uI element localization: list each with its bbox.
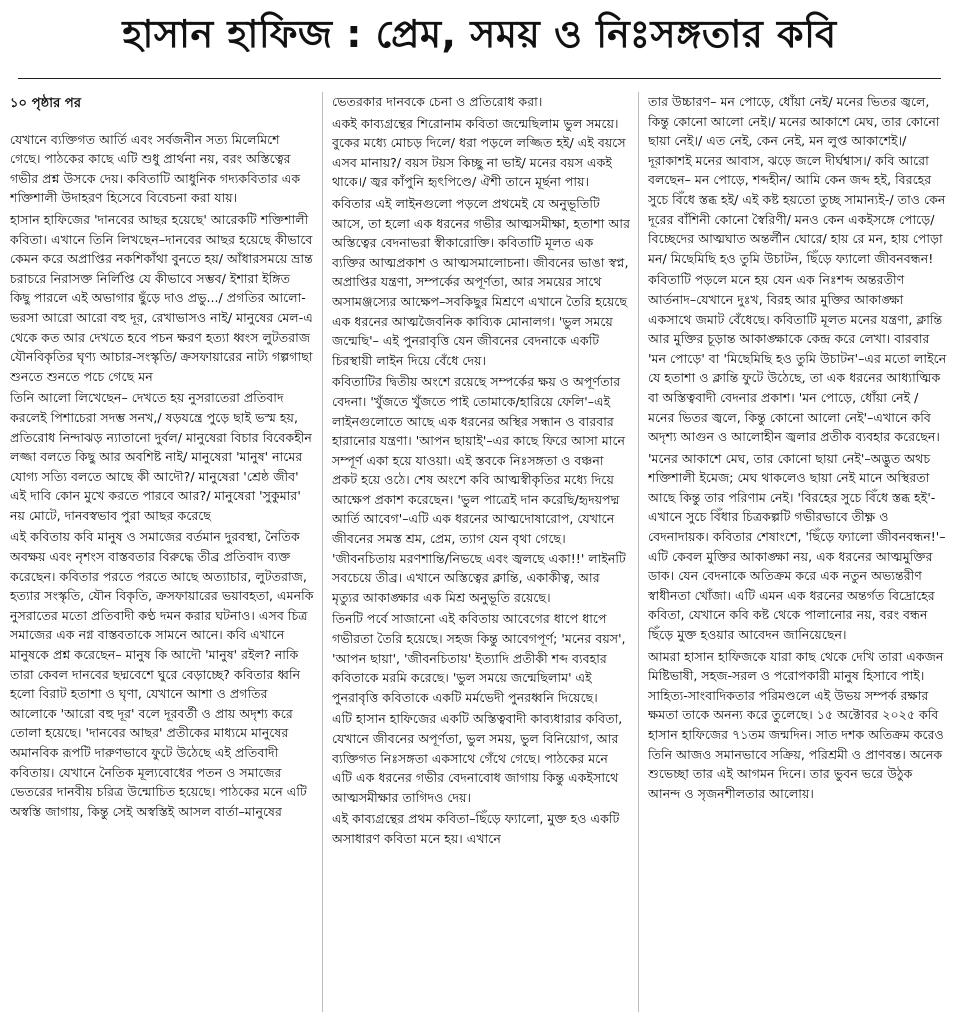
- paragraph: যেখানে ব্যক্তিগত আর্তি এবং সর্বজনীন সত্য মিলেমিশে গেছে। পাঠকের কাছে এটি শুধু প্রার্থনা নয়, বরং অস্তিত্বের গভীর প্রশ্ন উসকে দেয়। কবিতাটি আধুনিক গদ্যকবিতার এক শক্তিশালী উদাহরণ হিসেবে বিবেচনা করা যায়।: [10, 131, 301, 206]
- paragraph: এই কবিতায় কবি মানুষ ও সমাজের বর্তমান দুরবস্থা, নৈতিক অবক্ষয় এবং নৃশংস বাস্তবতার বিরুদ্ধে তীব্র প্রতিবাদ ব্যক্ত করেছেন। কবিতার পরতে পরতে আছে অত্যাচার, লুটতরাজ, হত্যার সংস্কৃতি, যৌন বিকৃতি, ক্রসফায়ারের ভয়াবহতা, এমনকি নুসরাতের মতো প্রতিবাদী কণ্ঠ দমন করার ঘটনাও। এসব চিত্র সমাজের এক নগ্ন বাস্তবতাকে সামনে আনে। কবি এখানে মানুষকে প্রশ্ন করেছেন– মানুষ কি আদৌ 'মানুষ' রইল? নাকি তারা কেবল দানবের ছদ্মবেশে ঘুরে বেড়াচ্ছে? কবিতার ধ্বনি হলো বিরাট হতাশা ও ঘৃণা, যেখানে আশা ও প্রগতির আলোকে 'আরো বহু দূর' বলে দূরবর্তী ও প্রায় অদৃশ্য করে তোলা হয়েছে। 'দানবের আছর' প্রতীকের মাধ্যমে মানুষের অমানবিক রূপটি দারুণভাবে ফুটে উঠেছে এই প্রতিবাদী কবিতায়। যেখানে নৈতিক মূল্যবোধের পতন ও সমাজের ভেতরের দানবীয় চরিত্র উন্মোচিত হয়েছে। পাঠকের মনে এটি অস্বস্তি জাগায়, কিন্তু সেই অস্বস্তিই আসল বার্তা–মানুষের: [10, 529, 314, 819]
- column-divider-2: [638, 92, 639, 1012]
- paragraph: 'মনের আকাশে মেঘ, তার কোনো ছায়া নেই'–অদ্ভুত অথচ শক্তিশালী ইমেজ; মেঘ থাকলেও ছায়া নেই মানে অস্থিরতা আছে কিন্তু তার পরিণাম নেই। 'বিরহের সুচে বিঁধে স্তব্ধ হই'-এখানে সুচে বিঁধার চিত্রকল্পটি গভীরভাবে তীক্ষ্ণ ও বেদনাদায়ক। কবিতার শেষাংশে, 'ছিঁড়ে ফ্যালো জীবনবন্ধন!'–এটি কেবল মুক্তির আকাঙ্ক্ষা নয়, এক ধরনের আত্মমুক্তির ডাক। যেন বেদনাকে অতিক্রম করে এক নতুন অভ্যন্তরীণ স্বাধীনতা খোঁজা। এটি এমন এক ধরনের অন্তর্গত বিদ্রোহের কবিতা, যেখানে কবি কষ্ট থেকে পালানোর নয়, বরং বন্ধন ছিঁড়ে মুক্ত হওয়ার আবেদন জানিয়েছেন।: [648, 450, 946, 643]
- paragraph: হাসান হাফিজের 'দানবের আছর হয়েছে' আরেকটি শক্তিশালী কবিতা। এখানে তিনি লিখছেন–দানবের আছর হয়েছে কীভাবে কেমন করে অপ্রাপ্তির নকশিকাঁথা বুনতে হয়/ আঁধারসময়ে ভ্রান্ত চরাচরে নিরাসক্ত নির্লিপ্তি যে কীভাবে সম্ভব/ ইশারা ইঙ্গিত কিছু পারলে এই অভাগার ছুঁড়ে দাও প্রভু.../ প্রগতির আলো-ভরসা আরো আরো বহু দূর, রেখাভাসও নাই/ মানুষের মেল-এ থেকে কত আর দেখতে হবে পচন ক্ষরণ হত্যা ধ্বংস লুটতরাজ যৌনবিকৃতির ঘৃণ্য আচার-সংস্কৃতি/ ক্রসফায়ারের নাট্য গল্পগাছা শুনতে শুনতে পচে গেছে মন: [10, 211, 313, 384]
- headline-divider: [18, 78, 941, 79]
- continuation-note: ১০ পৃষ্ঠার পর: [10, 96, 82, 111]
- paragraph: কবিতাটি পড়লে মনে হয় যেন এক নিঃশব্দ অন্তরতীণ আর্তনাদ–যেখানে দুঃখ, বিরহ আর মুক্তির আকাঙ্ক্ষা একসাথে জমাট বেঁধেছে। কবিতাটি মূলত মনের যন্ত্রণা, ক্লান্তি আর মুক্তির চূড়ান্ত আকাঙ্ক্ষাকে কেন্দ্র করে লেখা। বারবার 'মন পোড়ে' বা 'মিছেমিছি হও তুমি উচাটন'–এর মতো লাইনে যে হতাশা ও ক্লান্তি ফুটে উঠেছে, তা এক ধরনের আধ্যাত্মিক বা অস্তিত্ববাদী বেদনার প্রকাশ। 'মন পোড়ে, ধোঁয়া নেই / মনের ভিতর জ্বলে, কিন্তু কোনো আলো নেই'–এখানে কবি অদৃশ্য আগুন ও আলোহীন জ্বলার প্রতীক ব্যবহার করেছেন।: [648, 272, 947, 445]
- paragraph: এই কাব্যগ্রন্থের প্রথম কবিতা–ছিঁড়ে ফ্যালো, মুক্ত হও একটি অসাধারণ কবিতা মনে হয়। এখানে: [332, 811, 620, 846]
- paragraph: কবিতার এই লাইনগুলো পড়লে প্রথমেই যে অনুভূতিটি আসে, তা হলো এক ধরনের গভীর আত্মসমীক্ষা, হতাশা আর অস্তিত্বের বেদনাভরা স্বীকারোক্তি। কবিতাটি মূলত এক ব্যক্তির আত্মপ্রকাশ ও আত্মসমালোচনা। জীবনের ভাঙা স্বপ্ন, অপ্রাপ্তির যন্ত্রণা, সম্পর্কের অপূর্ণতা, আর সময়ের সাথে অসামঞ্জস্যের আক্ষেপ–সবকিছুর মিশ্রণে এখানে তৈরি হয়েছে এক ধরনের আত্মজৈবনিক কাব্যিক মোনালগ। 'ভুল সময়ে জন্মেছি'– এই পুনরাবৃত্তি যেন জীবনের বেদনাকে একটি চিরস্থায়ী লাইন দিয়ে বেঁধে দেয়।: [332, 195, 630, 368]
- article-column-1: [10, 92, 314, 1012]
- paragraph: তিনি আলো লিখেছেন– দেখতে হয় নুসরাতেরা প্রতিবাদ করলেই পিশাচেরা সদম্ভ সনখ,/ ষড়যন্ত্রে পুড়ে ছাই ভস্ম হয়, প্রতিরোধ নিন্দাঝড় ন্যাতানো দুর্বল/ মানুষেরা বিচার বিবেকহীন লজ্জা বলতে কিছু আর অবশিষ্ট নাই/ মানুষেরা 'মানুষ' নামের যোগ্য সত্যি বলতে আছে কী আদৌ?/ মানুষেরা 'শ্রেষ্ঠ জীব' এই দাবি কোন মুখে করতে পারবে আর?/ মানুষেরা 'সুকুমার' নয় মোটে, দানবস্বভাব পুরা আছর করেছে: [10, 390, 312, 523]
- paragraph: তার উচ্চারণ– মন পোড়ে, ধোঁয়া নেই/ মনের ভিতর জ্বলে, কিন্তু কোনো আলো নেই।/ মনের আকাশে মেঘ, তার কোনো ছায়া নেই।/ এত নেই, কেন নেই, মন লুপ্ত আকাশেই।/ দূরাকাশই মনের আবাস, ঝড়ে জলে দীর্ঘশ্বাস।/ কবি আরো বলছেন– মন পোড়ে, শব্দহীন/ আমি কেন জব্দ হই, বিরহের সুচে বিঁধে স্তব্ধ হই/ এই কষ্ট হয়তো তুচ্ছ সামান্যই-/ তাও কেন দূরের বাঁশিনী কোনো স্বৈরিণী/ মনও কেন একইসঙ্গে পোড়ে/ বিচ্ছেদের আত্মঘাত অন্তর্লীন ঘোরে/ হায় রে মন, হায় পোড়া মন/ মিছেমিছি হও তুমি উচাটন, ছিঁড়ে ফ্যালো জীবনবন্ধন!: [648, 94, 946, 266]
- paragraph: ভেতরকার দানবকে চেনা ও প্রতিরোধ করা।: [332, 94, 543, 109]
- paragraph: আমরা হাসান হাফিজকে যারা কাছ থেকে দেখি তারা একজন মিষ্টিভাষী, সহজ-সরল ও পরোপকারী মানুষ হিসাবে পাই। সাহিত্য-সাংবাদিকতার পরিমণ্ডলে এই উভয় সম্পর্ক রক্ষার ক্ষমতা তাকে অনন্য করে তুলেছে। ১৫ অক্টোবর ২০২৫ কবি হাসান হাফিজের ৭১তম জন্মদিন। সাত দশক অতিক্রম করেও তিনি আজও সমানভাবে সক্রিয়, পরিশ্রমী ও প্রাণবন্ত। অনেক শুভেচ্ছা তার এই আগমন দিনে। তার ভুবন ভরে উঠুক আনন্দ ও সৃজনশীলতার আলোয়।: [648, 648, 944, 801]
- article-column-2: [332, 92, 630, 1012]
- paragraph: একই কাব্যগ্রন্থের শিরোনাম কবিতা জন্মেছিলাম ভুল সময়ে। বুকের মধ্যে মোচড় দিলে/ ধরা পড়লে লজ্জিত হই/ এই বয়সে এসব মানায়?/ বয়স টয়স কিচ্ছু না ভাই/ মনের বয়স একই থাকে।/ জ্বর কাঁপুনি হৃৎপিণ্ডে/ ঐশী তানে মূর্ছনা পায়।: [332, 115, 626, 190]
- headline: হাসান হাফিজ : প্রেম, সময় ও নিঃসঙ্গতার কবি: [122, 12, 837, 56]
- paragraph: এটি হাসান হাফিজের একটি অস্তিত্ববাদী কাব্যধারার কবিতা, যেখানে জীবনের অপূর্ণতা, ভুল সময়, ভুল বিনিয়োগ, আর ব্যক্তিগত নিঃসঙ্গতা একসাথে গেঁথে গেছে। পাঠকের মনে এটি এক ধরনের গভীর বেদনাবোধ জাগায় কিন্তু একইসাথে আত্মসমীক্ষার তাগিদও দেয়।: [332, 711, 623, 805]
- column-divider-1: [322, 92, 323, 1012]
- paragraph: কবিতাটির দ্বিতীয় অংশে রয়েছে সম্পর্কের ক্ষয় ও অপূর্ণতার বেদনা। 'খুঁজতে খুঁজতে পাই তোমাকে/হারিয়ে ফেলি'–এই লাইনগুলোতে আছে এক ধরনের অস্থির সন্ধান ও বারবার হারানোর যন্ত্রণা। 'আপন ছায়াই'–এর কাছে ফিরে আসা মানে সম্পূর্ণ একা হয়ে যাওয়া। এই স্তবকে নিঃসঙ্গতা ও বঞ্চনা প্রকট হয়ে ওঠে। শেষ অংশে কবি আত্মস্বীকৃতির মধ্যে দিয়ে আক্ষেপ প্রকাশ করেছেন। 'ভুল পাত্রেই দান করেছি/হৃদয়পদ্ম আর্তি আবেগ'–এটি এক ধরনের আত্মদোষারোপ, যেখানে জীবনের সমস্ত শ্রম, প্রেম, ত্যাগ যেন বৃথা গেছে। 'জীবনচিতায় মরণশান্তি/নিভছে এবং জ্বলছে একা!!' লাইনটি সবচেয়ে তীব্র। এখানে অস্তিত্বের ক্লান্তি, একাকীত্ব, আর মৃত্যুর আকাঙ্ক্ষার এক মিশ্র অনুভূতি রয়েছে।: [332, 374, 626, 605]
- paragraph: তিনটি পর্বে সাজানো এই কবিতায় আবেগের ধাপে ধাপে গভীরতা তৈরি হয়েছে। সহজ কিন্তু আবেগপূর্ণ; 'মনের বয়স', 'আপন ছায়া', 'জীবনচিতায়' ইত্যাদি প্রতীকী শব্দ ব্যবহার কবিতাকে মরমি করেছে। 'ভুল সময়ে জন্মেছিলাম' এই পুনরাবৃত্তি কবিতাকে একটি মর্মভেদী পুনরধ্বনি দিয়েছে।: [332, 611, 626, 705]
- article-column-3: [648, 92, 948, 1012]
